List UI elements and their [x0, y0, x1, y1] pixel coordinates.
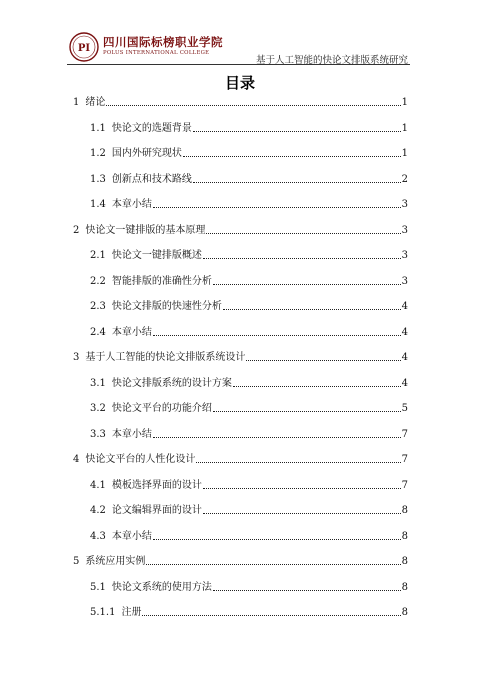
toc-dot-leader [233, 386, 401, 387]
toc-entry-number: 2.4 [90, 326, 106, 338]
toc-entry-label [90, 505, 202, 517]
toc-entry-text: 绪论 [85, 97, 106, 108]
toc-entry-number: 4.2 [90, 505, 106, 516]
toc-entry-label [90, 123, 192, 135]
toc-dot-leader [213, 411, 401, 412]
toc-entry-text: 快论文平台的人性化设计 [85, 454, 196, 465]
college-name-en: POLUS INTERNATIONAL COLLEGE [103, 50, 210, 56]
toc-entry-number: 4 [73, 454, 80, 465]
toc-dot-leader [196, 462, 400, 463]
toc-entry-text: 本章小结 [111, 530, 152, 542]
toc-entry-text: 模板选择界面的设计 [111, 479, 202, 491]
toc-entry-label [90, 480, 202, 492]
toc-page-number: 2 [401, 173, 408, 185]
toc-entry-number: 2.3 [90, 301, 106, 312]
toc-page-number: 8 [401, 607, 408, 618]
toc-page-number: 3 [401, 275, 408, 287]
toc-page-number: 4 [401, 301, 408, 312]
toc-dot-leader [246, 360, 400, 361]
toc-entry-label [90, 199, 152, 211]
toc-entry-number: 3.3 [90, 428, 106, 440]
page-header [67, 30, 410, 66]
toc-entry[interactable] [90, 376, 408, 390]
toc-dot-leader [153, 437, 401, 438]
toc-dot-leader [213, 590, 401, 591]
toc-entry[interactable] [90, 274, 408, 288]
toc-entry[interactable] [73, 223, 408, 237]
toc-entry-text: 本章小结 [111, 199, 152, 210]
toc-entry-number: 5.1 [90, 581, 106, 593]
toc-dot-leader [206, 233, 400, 234]
toc-dot-leader [213, 284, 401, 285]
toc-entry-label [90, 531, 152, 543]
toc-entry[interactable] [73, 554, 408, 568]
toc-entry-label [90, 582, 212, 594]
toc-page-number: 4 [401, 352, 408, 363]
toc-entry-text: 快论文排版的快速性分析 [111, 301, 222, 312]
toc-entry[interactable] [90, 401, 408, 415]
toc-entry-label [90, 429, 152, 441]
toc-entry-label [90, 378, 232, 390]
toc-entry-number: 1 [73, 97, 80, 108]
toc-page-number: 7 [401, 428, 408, 440]
toc-entry-number: 3.1 [90, 377, 106, 389]
toc-page-number: 5 [401, 403, 408, 414]
toc-entry[interactable] [90, 299, 408, 313]
toc-entry[interactable] [90, 529, 408, 543]
toc-entry-label [73, 352, 245, 364]
toc-entry-text: 论文编辑界面的设计 [111, 505, 202, 516]
toc-dot-leader [203, 488, 401, 489]
toc-entry[interactable] [73, 452, 408, 466]
toc-dot-leader [106, 105, 400, 106]
toc-entry-text: 智能排版的准确性分析 [111, 275, 212, 287]
toc-entry-text: 国内外研究现状 [111, 148, 182, 159]
toc-entry-text: 快论文平台的功能介绍 [111, 403, 212, 414]
toc-entry-text: 快论文的选题背景 [111, 122, 192, 134]
toc-entry-number: 1.4 [90, 199, 106, 210]
toc-page-number: 3 [401, 250, 408, 261]
college-name-cn: 四川国际标榜职业学院 [103, 35, 223, 49]
toc-entry-text: 快论文排版系统的设计方案 [111, 377, 232, 389]
toc-page-number: 1 [401, 97, 408, 108]
toc-dot-leader [223, 309, 401, 310]
toc-entry[interactable] [73, 95, 408, 109]
toc-dot-leader [153, 335, 401, 336]
toc-dot-leader [183, 156, 401, 157]
toc-dot-leader [203, 258, 401, 259]
toc-entry-label [90, 174, 192, 186]
toc-entry-text: 快论文一键排版概述 [111, 250, 202, 261]
toc-entry-text: 本章小结 [111, 326, 152, 338]
toc-entry[interactable] [90, 325, 408, 339]
toc-entry-number: 4.3 [90, 530, 106, 542]
toc-entry-label [73, 454, 195, 466]
toc-dot-leader [153, 207, 401, 208]
toc-entry[interactable] [90, 146, 408, 160]
toc-entry-text: 快论文系统的使用方法 [111, 581, 212, 593]
toc-entry[interactable] [90, 121, 408, 135]
toc-entry-label [90, 301, 222, 313]
toc-page-number: 4 [401, 326, 408, 338]
toc-entry-label [90, 327, 152, 339]
college-logo-icon [69, 32, 99, 62]
header-divider [67, 64, 410, 65]
toc-entry-number: 2 [73, 224, 80, 236]
toc-page-number: 7 [401, 479, 408, 491]
toc-entry-number: 1.1 [90, 122, 106, 134]
toc-entry-number: 3 [73, 352, 80, 363]
toc-entry-text: 创新点和技术路线 [111, 173, 192, 185]
toc-page-number: 1 [401, 122, 408, 134]
toc-entry[interactable] [90, 503, 408, 517]
toc-entry-label [73, 556, 145, 568]
toc-entry[interactable] [90, 478, 408, 492]
toc-page-number: 3 [401, 199, 408, 210]
toc-entry-text: 注册 [121, 607, 142, 618]
toc-entry-number: 1.2 [90, 148, 106, 159]
toc-dot-leader [146, 564, 400, 565]
toc-entry-label [90, 276, 212, 288]
toc-entry-number: 3.2 [90, 403, 106, 414]
toc-entry-text: 基于人工智能的快论文排版系统设计 [85, 352, 246, 363]
toc-page-number: 8 [401, 530, 408, 542]
toc-entry-text: 本章小结 [111, 428, 152, 440]
toc-page-number: 4 [401, 377, 408, 389]
toc-entry-label [73, 225, 205, 237]
toc-entry-label [73, 97, 105, 109]
toc-entry-number: 5 [73, 556, 80, 567]
toc-entry[interactable] [90, 427, 408, 441]
toc-entry-number: 2.2 [90, 275, 106, 287]
toc-title: 目录 [224, 74, 255, 92]
toc-entry[interactable] [90, 172, 408, 186]
toc-entry-text: 系统应用实例 [85, 556, 146, 567]
toc-page-number: 8 [401, 505, 408, 516]
toc-entry-label [90, 148, 182, 160]
toc-entry-label [90, 607, 141, 619]
toc-entry-number: 1.3 [90, 173, 106, 185]
toc-dot-leader [203, 513, 401, 514]
toc-entry-text: 快论文一键排版的基本原理 [85, 224, 206, 236]
toc-entry[interactable] [73, 350, 408, 364]
toc-entry[interactable] [90, 580, 408, 594]
toc-dot-leader [142, 615, 400, 616]
toc-entry[interactable] [90, 197, 408, 211]
toc-entry-number: 5.1.1 [90, 607, 116, 618]
toc-entry[interactable] [90, 248, 408, 262]
toc-entry-number: 2.1 [90, 250, 106, 261]
toc-entry[interactable] [90, 605, 408, 619]
toc-page-number: 3 [401, 224, 408, 236]
running-head: 基于人工智能的快论文排版系统研究 [255, 55, 408, 66]
toc-page-number: 8 [401, 556, 408, 567]
toc-page-number: 7 [401, 454, 408, 465]
toc-dot-leader [193, 131, 401, 132]
toc-dot-leader [153, 539, 401, 540]
toc-entry-label [90, 250, 202, 262]
toc-dot-leader [193, 182, 401, 183]
toc-entry-number: 4.1 [90, 479, 106, 491]
toc-page-number: 1 [401, 148, 408, 159]
logo-mark-text: PI [77, 43, 91, 54]
toc-page-number: 8 [401, 581, 408, 593]
toc-entry-label [90, 403, 212, 415]
